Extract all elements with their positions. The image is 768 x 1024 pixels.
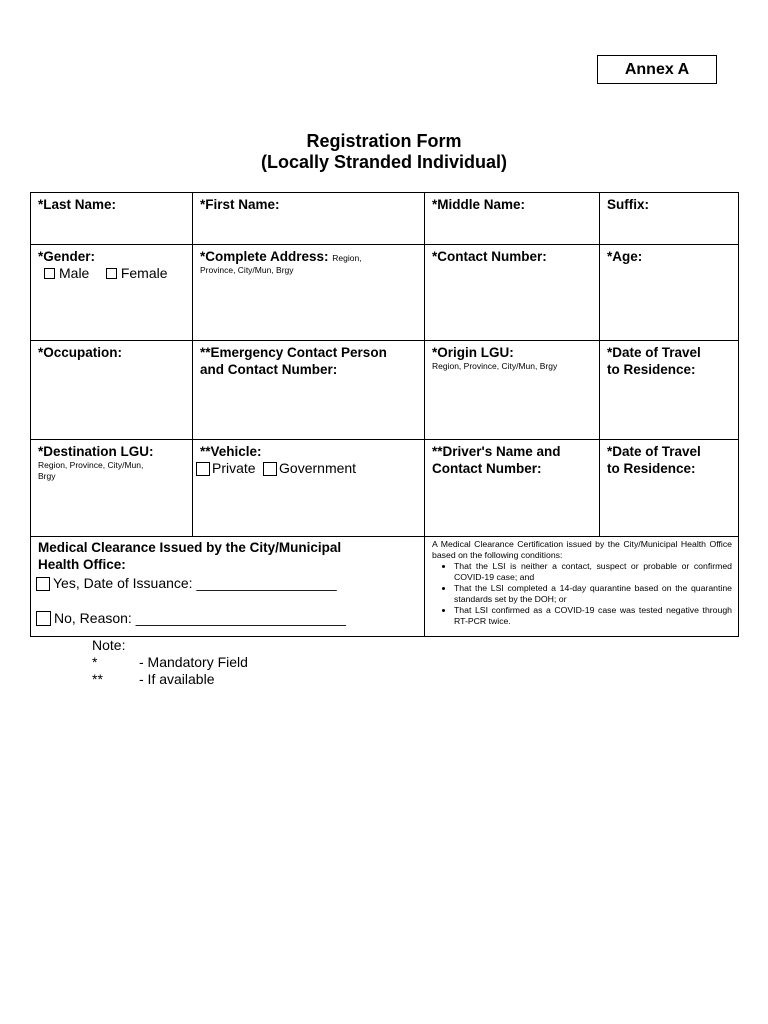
occupation-field[interactable]	[31, 341, 192, 439]
medical-conditions	[425, 537, 738, 636]
checkbox-icon[interactable]	[36, 577, 50, 591]
checkbox-icon[interactable]	[196, 462, 210, 476]
driver-label-cont: Contact Number:	[432, 461, 542, 476]
driver-field[interactable]	[425, 440, 599, 536]
annex-label: Annex A	[597, 55, 717, 84]
age-label: *Age:	[607, 249, 643, 264]
last-name-label: *Last Name:	[38, 197, 117, 212]
driver-label: **Driver's Name and	[432, 444, 561, 459]
contact-number-label: *Contact Number:	[432, 249, 547, 264]
gender-label: *Gender:	[38, 249, 96, 264]
contact-number-field[interactable]	[425, 245, 599, 340]
checkbox-icon[interactable]	[44, 268, 55, 279]
medical-yes-option[interactable]	[36, 575, 337, 592]
vehicle-label: **Vehicle:	[200, 444, 262, 459]
medical-intro: A Medical Clearance Certification issued by the City/Municipal Health Office based on the following conditions:	[432, 539, 732, 560]
medical-clearance-field	[31, 537, 424, 636]
notes-label: Note:	[92, 637, 126, 653]
last-name-field[interactable]	[31, 193, 192, 244]
middle-name-field[interactable]	[425, 193, 599, 244]
checkbox-icon[interactable]	[263, 462, 277, 476]
emergency-contact-field[interactable]	[193, 341, 424, 439]
first-name-field[interactable]	[193, 193, 424, 244]
registration-form	[30, 192, 739, 637]
gender-field	[31, 245, 192, 340]
destination-lgu-hint-cont: Brgy	[38, 471, 56, 481]
medical-heading-cont: Health Office:	[38, 557, 126, 572]
travel-date-label-cont: to Residence:	[607, 461, 696, 476]
form-title: Registration Form	[306, 131, 462, 151]
age-field[interactable]	[600, 245, 738, 340]
note-text: - Mandatory Field	[139, 654, 248, 670]
vehicle-field	[193, 440, 424, 536]
emergency-contact-label-cont: and Contact Number:	[200, 362, 338, 377]
checkbox-icon[interactable]	[106, 268, 117, 279]
medical-heading: Medical Clearance Issued by the City/Municipal	[38, 540, 342, 555]
male-label: Male	[59, 265, 90, 281]
travel-date-field-2[interactable]	[600, 440, 738, 536]
condition-item: • That the LSI completed a 14-day quarantine based on the quarantine standards set by the DOH; or	[454, 583, 732, 605]
notes	[92, 637, 248, 688]
origin-lgu-label: *Origin LGU:	[432, 345, 514, 360]
destination-lgu-hint: Region, Province, City/Mun,	[38, 460, 144, 470]
first-name-label: *First Name:	[200, 197, 280, 212]
medical-no-option[interactable]	[36, 610, 346, 627]
note-item	[92, 654, 248, 671]
vehicle-private-option[interactable]	[196, 460, 256, 477]
travel-date-field[interactable]	[600, 341, 738, 439]
medical-no-label: No, Reason: ___________________________	[54, 609, 346, 626]
origin-lgu-field[interactable]	[425, 341, 599, 439]
note-symbol: *	[92, 654, 98, 670]
address-hint-cont: Province, City/Mun, Brgy	[200, 265, 294, 275]
middle-name-label: *Middle Name:	[432, 197, 526, 212]
travel-date-label: *Date of Travel	[607, 444, 701, 459]
condition-item: • That LSI confirmed as a COVID-19 case was tested negative through RT-PCR twice.	[454, 605, 732, 627]
checkbox-icon[interactable]	[36, 611, 51, 626]
medical-yes-label: Yes, Date of Issuance: __________________	[53, 575, 337, 591]
destination-lgu-label: *Destination LGU:	[38, 444, 154, 459]
travel-date-label: *Date of Travel	[607, 345, 701, 360]
gender-male-option[interactable]	[44, 265, 89, 282]
form-subtitle: (Locally Stranded Individual)	[260, 152, 508, 172]
condition-item: • That the LSI is neither a contact, suspect or probable or confirmed COVID-19 case; and	[454, 561, 732, 583]
address-hint: Region,	[332, 253, 362, 263]
government-label: Government	[279, 460, 357, 476]
gender-female-option[interactable]	[106, 265, 168, 282]
suffix-field[interactable]	[600, 193, 738, 244]
vehicle-government-option[interactable]	[263, 460, 356, 477]
female-label: Female	[120, 265, 168, 281]
destination-lgu-field[interactable]	[31, 440, 192, 536]
private-label: Private	[212, 460, 256, 476]
address-label: *Complete Address:	[200, 249, 329, 264]
travel-date-label-cont: to Residence:	[607, 362, 696, 377]
note-item	[92, 671, 248, 688]
note-text: - If available	[139, 671, 215, 687]
origin-lgu-hint: Region, Province, City/Mun, Brgy	[432, 361, 558, 371]
suffix-label: Suffix:	[607, 197, 649, 212]
emergency-contact-label: **Emergency Contact Person	[200, 345, 387, 360]
address-field[interactable]	[193, 245, 424, 340]
note-symbol: **	[92, 671, 103, 687]
occupation-label: *Occupation:	[38, 345, 123, 360]
conditions-list	[432, 561, 732, 627]
